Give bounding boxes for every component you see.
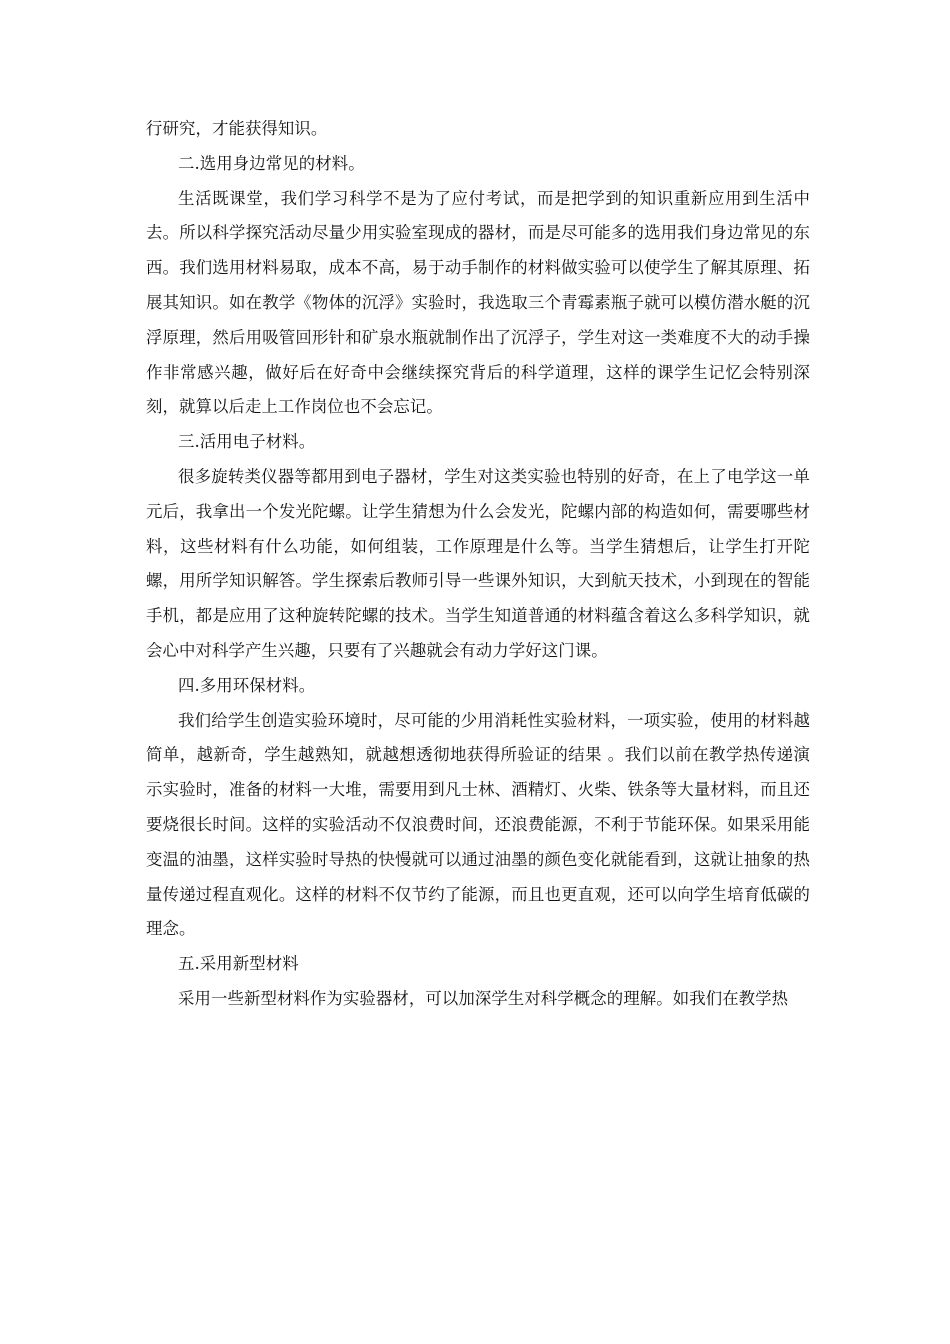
paragraph-common-materials: 生活既课堂，我们学习科学不是为了应付考试，而是把学到的知识重新应用到生活中去。所以科学探究活动尽量少用实验室现成的器材，而是尽可能多的选用我们身边常见的东西。我们选用材料易取，成本不高，易于动手制作的材料做实验可以使学生了解其原理、拓展其知识。如在教学《物体的沉浮》实验时，我选取三个青霉素瓶子就可以模仿潜水艇的沉浮原理，然后用吸管回形针和矿泉水瓶就制作出了沉浮子，学生对这一类难度不大的动手操作非常感兴趣，做好后在好奇中会继续探究背后的科学道理，这样的课学生记忆会特别深刻，就算以后走上工作岗位也不会忘记。 (146, 188, 810, 417)
section-heading-4: 四.多用环保材料。 (178, 675, 316, 695)
section-heading-2: 二.选用身边常见的材料。 (178, 153, 365, 173)
section-heading-5: 五.采用新型材料 (178, 954, 299, 974)
paragraph-electronic-materials: 很多旋转类仪器等都用到电子器材，学生对这类实验也特别的好奇，在上了电学这一单元后，我拿出一个发光陀螺。让学生猜想为什么会发光，陀螺内部的构造如何，需要哪些材料，这些材料有什么功能，如何组装，工作原理是什么等。当学生猜想后，让学生打开陀螺，用所学知识解答。学生探索后教师引导一些课外知识，大到航天技术，小到现在的智能手机，都是应用了这种旋转陀螺的技术。当学生知道普通的材料蕴含着这么多科学知识，就会心中对科学产生兴趣，只要有了兴趣就会有动力学好这门课。 (146, 466, 810, 660)
document-body (146, 112, 810, 1017)
section-heading-3: 三.活用电子材料。 (178, 432, 316, 452)
paragraph-continuation: 行研究，才能获得知识。 (146, 119, 328, 138)
paragraph-new-materials: 采用一些新型材料作为实验器材，可以加深学生对科学概念的理解。如我们在教学热 (178, 988, 789, 1008)
paragraph-eco-materials: 我们给学生创造实验环境时，尽可能的少用消耗性实验材料，一项实验，使用的材料越简单，越新奇，学生越熟知，就越想透彻地获得所验证的结果 。我们以前在教学热传递演示实验时，准备的材料一大堆，需要用到凡士林、酒精灯、火柴、铁条等大量材料，而且还要烧很长时间。这样的实验活动不仅浪费时间，还浪费能源，不利于节能环保。如果采用能变温的油墨，这样实验时导热的快慢就可以通过油墨的颜色变化就能看到，这就让抽象的热量传递过程直观化。这样的材料不仅节约了能源，而且也更直观，还可以向学生培育低碳的理念。 (146, 710, 810, 939)
